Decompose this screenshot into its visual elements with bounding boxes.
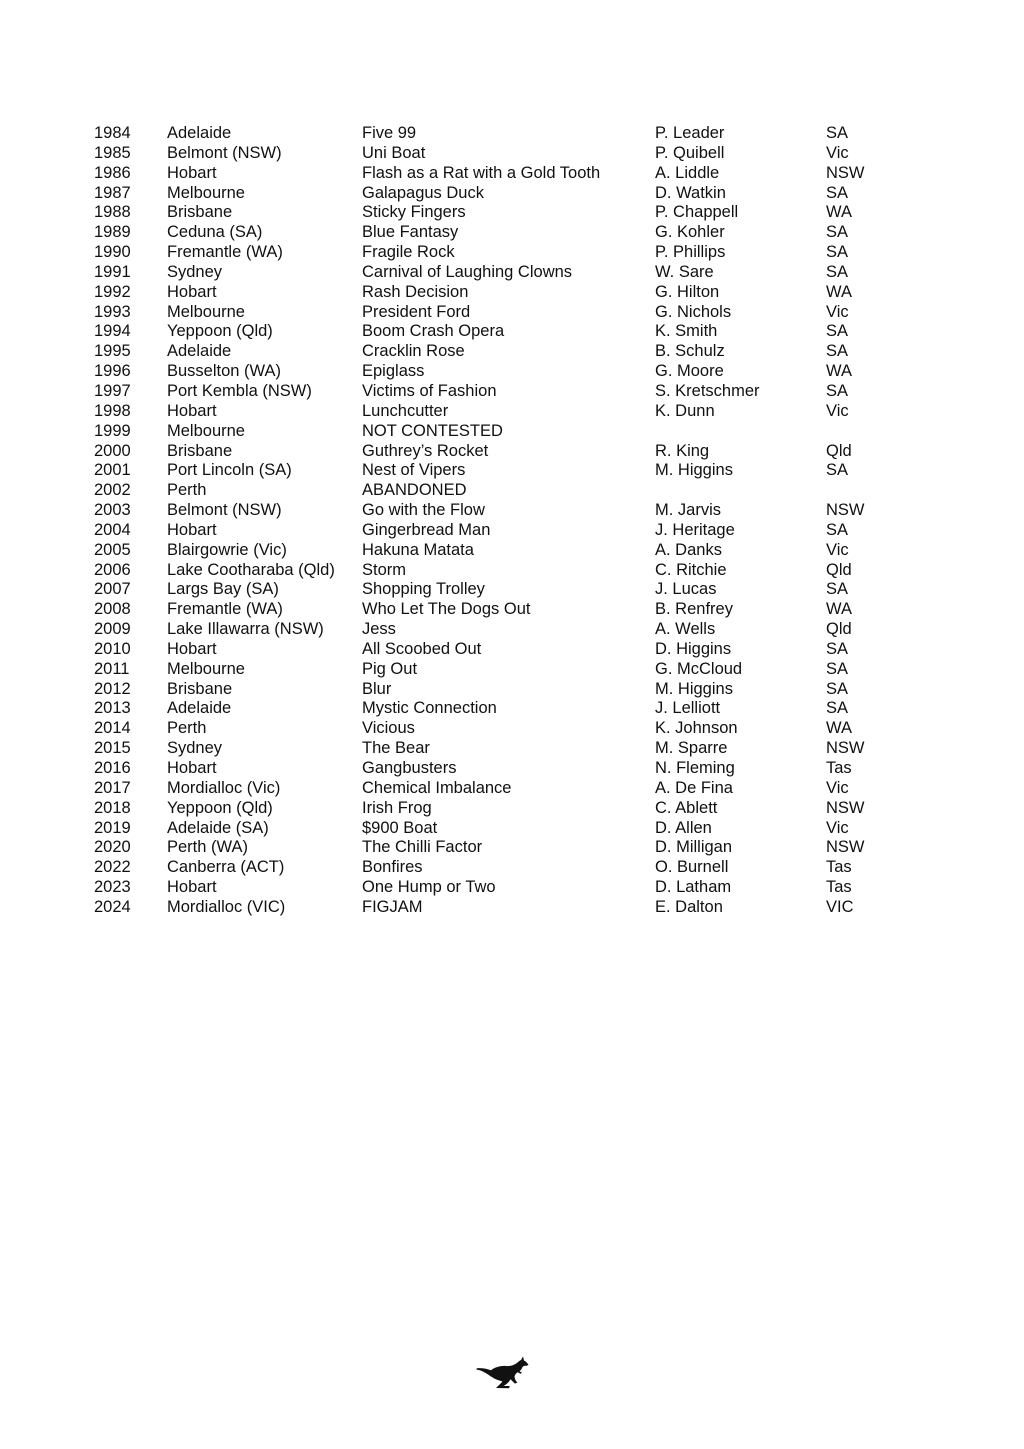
year-cell: 2018: [94, 798, 131, 817]
skipper-cell: M. Higgins: [655, 461, 733, 480]
boat-name-cell: FIGJAM: [362, 897, 423, 916]
venue-cell: Busselton (WA): [167, 362, 282, 381]
state-cell: NSW: [826, 501, 865, 520]
skipper-cell: W. Sare: [655, 262, 714, 281]
year-cell: 2010: [94, 639, 131, 658]
venue-cell: Yeppoon (Qld): [167, 322, 273, 341]
boat-name-cell: Five 99: [362, 124, 417, 142]
venue-cell: Melbourne: [167, 183, 245, 202]
table-row: [94, 322, 894, 342]
state-cell: Vic: [826, 540, 849, 559]
state-cell: Vic: [826, 302, 849, 321]
boat-name-cell: Shopping Trolley: [362, 580, 485, 599]
skipper-cell: G. Nichols: [655, 302, 732, 321]
table-row: [94, 838, 894, 858]
table-row: [94, 303, 894, 323]
skipper-cell: J. Lelliott: [655, 699, 721, 718]
venue-cell: Largs Bay (SA): [167, 580, 279, 599]
year-cell: 1992: [94, 282, 131, 301]
year-cell: 1995: [94, 342, 131, 361]
table-row: [94, 382, 894, 402]
boat-name-cell: Go with the Flow: [362, 501, 485, 520]
skipper-cell: P. Chappell: [655, 203, 739, 222]
skipper-cell: D. Latham: [655, 878, 732, 897]
results-table: [94, 124, 894, 918]
table-row: [94, 819, 894, 839]
boat-name-cell: Carnival of Laughing Clowns: [362, 262, 573, 281]
state-cell: SA: [826, 322, 849, 341]
skipper-cell: J. Lucas: [655, 580, 717, 599]
boat-name-cell: Boom Crash Opera: [362, 322, 505, 341]
state-cell: Tas: [826, 878, 852, 897]
table-row: [94, 124, 894, 144]
year-cell: 2008: [94, 600, 131, 619]
table-row: [94, 799, 894, 819]
boat-name-cell: Rash Decision: [362, 282, 469, 301]
year-cell: 1989: [94, 223, 131, 242]
year-cell: 2005: [94, 540, 131, 559]
skipper-cell: K. Dunn: [655, 401, 715, 420]
year-cell: 1998: [94, 401, 131, 420]
year-cell: 1990: [94, 243, 131, 262]
year-cell: 1997: [94, 381, 131, 400]
skipper-cell: D. Watkin: [655, 183, 726, 202]
table-row: [94, 144, 894, 164]
table-row: [94, 600, 894, 620]
state-cell: SA: [826, 699, 849, 718]
year-cell: 2019: [94, 818, 131, 837]
venue-cell: Mordialloc (Vic): [167, 778, 281, 797]
boat-name-cell: Blur: [362, 679, 392, 698]
year-cell: 2003: [94, 501, 131, 520]
boat-name-cell: Chemical Imbalance: [362, 778, 512, 797]
venue-cell: Sydney: [167, 262, 223, 281]
venue-cell: Melbourne: [167, 659, 245, 678]
skipper-cell: G. Moore: [655, 362, 724, 381]
venue-cell: Melbourne: [167, 302, 245, 321]
year-cell: 2002: [94, 481, 131, 500]
year-cell: 2009: [94, 620, 131, 639]
skipper-cell: P. Phillips: [655, 243, 726, 262]
skipper-cell: A. De Fina: [655, 778, 733, 797]
boat-name-cell: Flash as a Rat with a Gold Tooth: [362, 163, 601, 182]
year-cell: 1999: [94, 421, 131, 440]
skipper-cell: D. Allen: [655, 818, 712, 837]
table-row: [94, 521, 894, 541]
year-cell: 1993: [94, 302, 131, 321]
state-cell: SA: [826, 461, 849, 480]
venue-cell: Hobart: [167, 639, 217, 658]
table-row: [94, 283, 894, 303]
boat-name-cell: Hakuna Matata: [362, 540, 474, 559]
year-cell: 2007: [94, 580, 131, 599]
boat-name-cell: All Scoobed Out: [362, 639, 482, 658]
footer-logo: [476, 1356, 530, 1390]
boat-name-cell: Uni Boat: [362, 143, 426, 162]
table-row: [94, 263, 894, 283]
state-cell: SA: [826, 639, 849, 658]
venue-cell: Melbourne: [167, 421, 245, 440]
venue-cell: Hobart: [167, 759, 217, 777]
venue-cell: Adelaide: [167, 124, 232, 142]
table-row: [94, 541, 894, 561]
state-cell: NSW: [826, 739, 865, 758]
year-cell: 2006: [94, 560, 131, 579]
state-cell: WA: [826, 203, 852, 222]
skipper-cell: K. Johnson: [655, 719, 738, 738]
skipper-cell: A. Wells: [655, 620, 716, 639]
year-cell: 2001: [94, 461, 131, 480]
year-cell: 1985: [94, 143, 131, 162]
table-row: [94, 501, 894, 521]
year-cell: 2012: [94, 679, 131, 698]
venue-cell: Brisbane: [167, 441, 233, 460]
skipper-cell: G. McCloud: [655, 659, 743, 678]
boat-name-cell: Jess: [362, 620, 396, 639]
table-row: [94, 620, 894, 640]
venue-cell: Perth: [167, 719, 207, 738]
table-row: [94, 759, 894, 779]
state-cell: SA: [826, 223, 849, 242]
state-cell: Vic: [826, 778, 849, 797]
year-cell: 1984: [94, 124, 131, 142]
venue-cell: Belmont (NSW): [167, 143, 282, 162]
state-cell: NSW: [826, 798, 865, 817]
state-cell: NSW: [826, 163, 865, 182]
skipper-cell: J. Heritage: [655, 520, 735, 539]
boat-name-cell: Epiglass: [362, 362, 425, 381]
year-cell: 2023: [94, 878, 131, 897]
skipper-cell: A. Liddle: [655, 163, 720, 182]
boat-name-cell: Storm: [362, 560, 407, 579]
boat-name-cell: Blue Fantasy: [362, 223, 459, 242]
boat-name-cell: Lunchcutter: [362, 401, 449, 420]
state-cell: Vic: [826, 143, 849, 162]
venue-cell: Perth: [167, 481, 207, 500]
year-cell: 2004: [94, 520, 131, 539]
skipper-cell: P. Leader: [655, 124, 725, 142]
boat-name-cell: Gangbusters: [362, 759, 457, 777]
table-row: [94, 402, 894, 422]
table-row: [94, 203, 894, 223]
boat-name-cell: Bonfires: [362, 858, 423, 877]
boat-name-cell: ABANDONED: [362, 481, 467, 500]
state-cell: NSW: [826, 838, 865, 857]
boat-name-cell: Victims of Fashion: [362, 381, 497, 400]
venue-cell: Yeppoon (Qld): [167, 798, 273, 817]
skipper-cell: M. Jarvis: [655, 501, 721, 520]
table-row: [94, 858, 894, 878]
skipper-cell: D. Milligan: [655, 838, 733, 857]
table-row: [94, 660, 894, 680]
table-row: [94, 699, 894, 719]
venue-cell: Adelaide: [167, 342, 232, 361]
venue-cell: Fremantle (WA): [167, 243, 283, 262]
table-row: [94, 779, 894, 799]
state-cell: WA: [826, 282, 852, 301]
skipper-cell: G. Hilton: [655, 282, 720, 301]
skipper-cell: M. Higgins: [655, 679, 733, 698]
skipper-cell: M. Sparre: [655, 739, 728, 758]
boat-name-cell: NOT CONTESTED: [362, 421, 503, 440]
state-cell: SA: [826, 183, 849, 202]
venue-cell: Mordialloc (VIC): [167, 897, 286, 916]
kangaroo-icon: [476, 1356, 530, 1390]
state-cell: SA: [826, 381, 849, 400]
skipper-cell: C. Ritchie: [655, 560, 727, 579]
boat-name-cell: Sticky Fingers: [362, 203, 466, 222]
skipper-cell: O. Burnell: [655, 858, 729, 877]
state-cell: WA: [826, 719, 852, 738]
year-cell: 1991: [94, 262, 131, 281]
table-row: [94, 184, 894, 204]
boat-name-cell: One Hump or Two: [362, 878, 496, 897]
boat-name-cell: President Ford: [362, 302, 471, 321]
boat-name-cell: Pig Out: [362, 659, 418, 678]
state-cell: SA: [826, 659, 849, 678]
state-cell: WA: [826, 362, 852, 381]
skipper-cell: C. Ablett: [655, 798, 718, 817]
skipper-cell: N. Fleming: [655, 759, 735, 777]
skipper-cell: A. Danks: [655, 540, 722, 559]
skipper-cell: D. Higgins: [655, 639, 732, 658]
table-row: [94, 640, 894, 660]
venue-cell: Canberra (ACT): [167, 858, 285, 877]
state-cell: SA: [826, 243, 849, 262]
state-cell: SA: [826, 520, 849, 539]
skipper-cell: B. Renfrey: [655, 600, 733, 619]
skipper-cell: B. Schulz: [655, 342, 725, 361]
year-cell: 2016: [94, 759, 131, 777]
table-row: [94, 461, 894, 481]
venue-cell: Port Lincoln (SA): [167, 461, 292, 480]
venue-cell: Sydney: [167, 739, 223, 758]
venue-cell: Fremantle (WA): [167, 600, 283, 619]
state-cell: Vic: [826, 401, 849, 420]
skipper-cell: R. King: [655, 441, 710, 460]
venue-cell: Perth (WA): [167, 838, 248, 857]
skipper-cell: G. Kohler: [655, 223, 725, 242]
boat-name-cell: The Chilli Factor: [362, 838, 483, 857]
year-cell: 1994: [94, 322, 131, 341]
state-cell: Vic: [826, 818, 849, 837]
table-row: [94, 580, 894, 600]
boat-name-cell: Cracklin Rose: [362, 342, 465, 361]
state-cell: Tas: [826, 858, 852, 877]
venue-cell: Hobart: [167, 282, 217, 301]
year-cell: 2014: [94, 719, 131, 738]
table-row: [94, 680, 894, 700]
venue-cell: Hobart: [167, 878, 217, 897]
venue-cell: Port Kembla (NSW): [167, 381, 312, 400]
boat-name-cell: Mystic Connection: [362, 699, 497, 718]
state-cell: Qld: [826, 560, 852, 579]
table-row: [94, 898, 894, 918]
boat-name-cell: Galapagus Duck: [362, 183, 484, 202]
boat-name-cell: Vicious: [362, 719, 415, 738]
year-cell: 1988: [94, 203, 131, 222]
table-row: [94, 561, 894, 581]
table-row: [94, 878, 894, 898]
boat-name-cell: Guthrey’s Rocket: [362, 441, 489, 460]
skipper-cell: P. Quibell: [655, 143, 725, 162]
year-cell: 2011: [94, 659, 130, 678]
table-row: [94, 422, 894, 442]
state-cell: SA: [826, 262, 849, 281]
year-cell: 1986: [94, 163, 131, 182]
state-cell: SA: [826, 124, 849, 142]
state-cell: VIC: [826, 897, 854, 916]
state-cell: WA: [826, 600, 852, 619]
skipper-cell: E. Dalton: [655, 897, 723, 916]
skipper-cell: S. Kretschmer: [655, 381, 760, 400]
table-row: [94, 442, 894, 462]
venue-cell: Adelaide: [167, 699, 232, 718]
table-row: [94, 481, 894, 501]
year-cell: 2013: [94, 699, 131, 718]
venue-cell: Ceduna (SA): [167, 223, 263, 242]
state-cell: SA: [826, 679, 849, 698]
boat-name-cell: Gingerbread Man: [362, 520, 491, 539]
venue-cell: Adelaide (SA): [167, 818, 269, 837]
table-row: [94, 739, 894, 759]
table-row: [94, 719, 894, 739]
state-cell: Qld: [826, 620, 852, 639]
table-row: [94, 164, 894, 184]
venue-cell: Hobart: [167, 401, 217, 420]
boat-name-cell: Irish Frog: [362, 798, 432, 817]
venue-cell: Brisbane: [167, 203, 233, 222]
boat-name-cell: Fragile Rock: [362, 243, 455, 262]
year-cell: 2015: [94, 739, 131, 758]
state-cell: Qld: [826, 441, 852, 460]
table-row: [94, 223, 894, 243]
boat-name-cell: $900 Boat: [362, 818, 438, 837]
skipper-cell: K. Smith: [655, 322, 718, 341]
venue-cell: Brisbane: [167, 679, 233, 698]
boat-name-cell: Nest of Vipers: [362, 461, 466, 480]
venue-cell: Belmont (NSW): [167, 501, 282, 520]
venue-cell: Hobart: [167, 163, 217, 182]
boat-name-cell: Who Let The Dogs Out: [362, 600, 531, 619]
year-cell: 2022: [94, 858, 131, 877]
year-cell: 2020: [94, 838, 131, 857]
year-cell: 1987: [94, 183, 131, 202]
venue-cell: Hobart: [167, 520, 217, 539]
table-row: [94, 362, 894, 382]
venue-cell: Blairgowrie (Vic): [167, 540, 287, 559]
year-cell: 2017: [94, 778, 131, 797]
table-row: [94, 342, 894, 362]
year-cell: 1996: [94, 362, 131, 381]
venue-cell: Lake Cootharaba (Qld): [167, 560, 335, 579]
year-cell: 2000: [94, 441, 131, 460]
year-cell: 2024: [94, 897, 131, 916]
venue-cell: Lake Illawarra (NSW): [167, 620, 324, 639]
state-cell: Tas: [826, 759, 852, 777]
boat-name-cell: The Bear: [362, 739, 430, 758]
state-cell: SA: [826, 580, 849, 599]
table-row: [94, 243, 894, 263]
state-cell: SA: [826, 342, 849, 361]
